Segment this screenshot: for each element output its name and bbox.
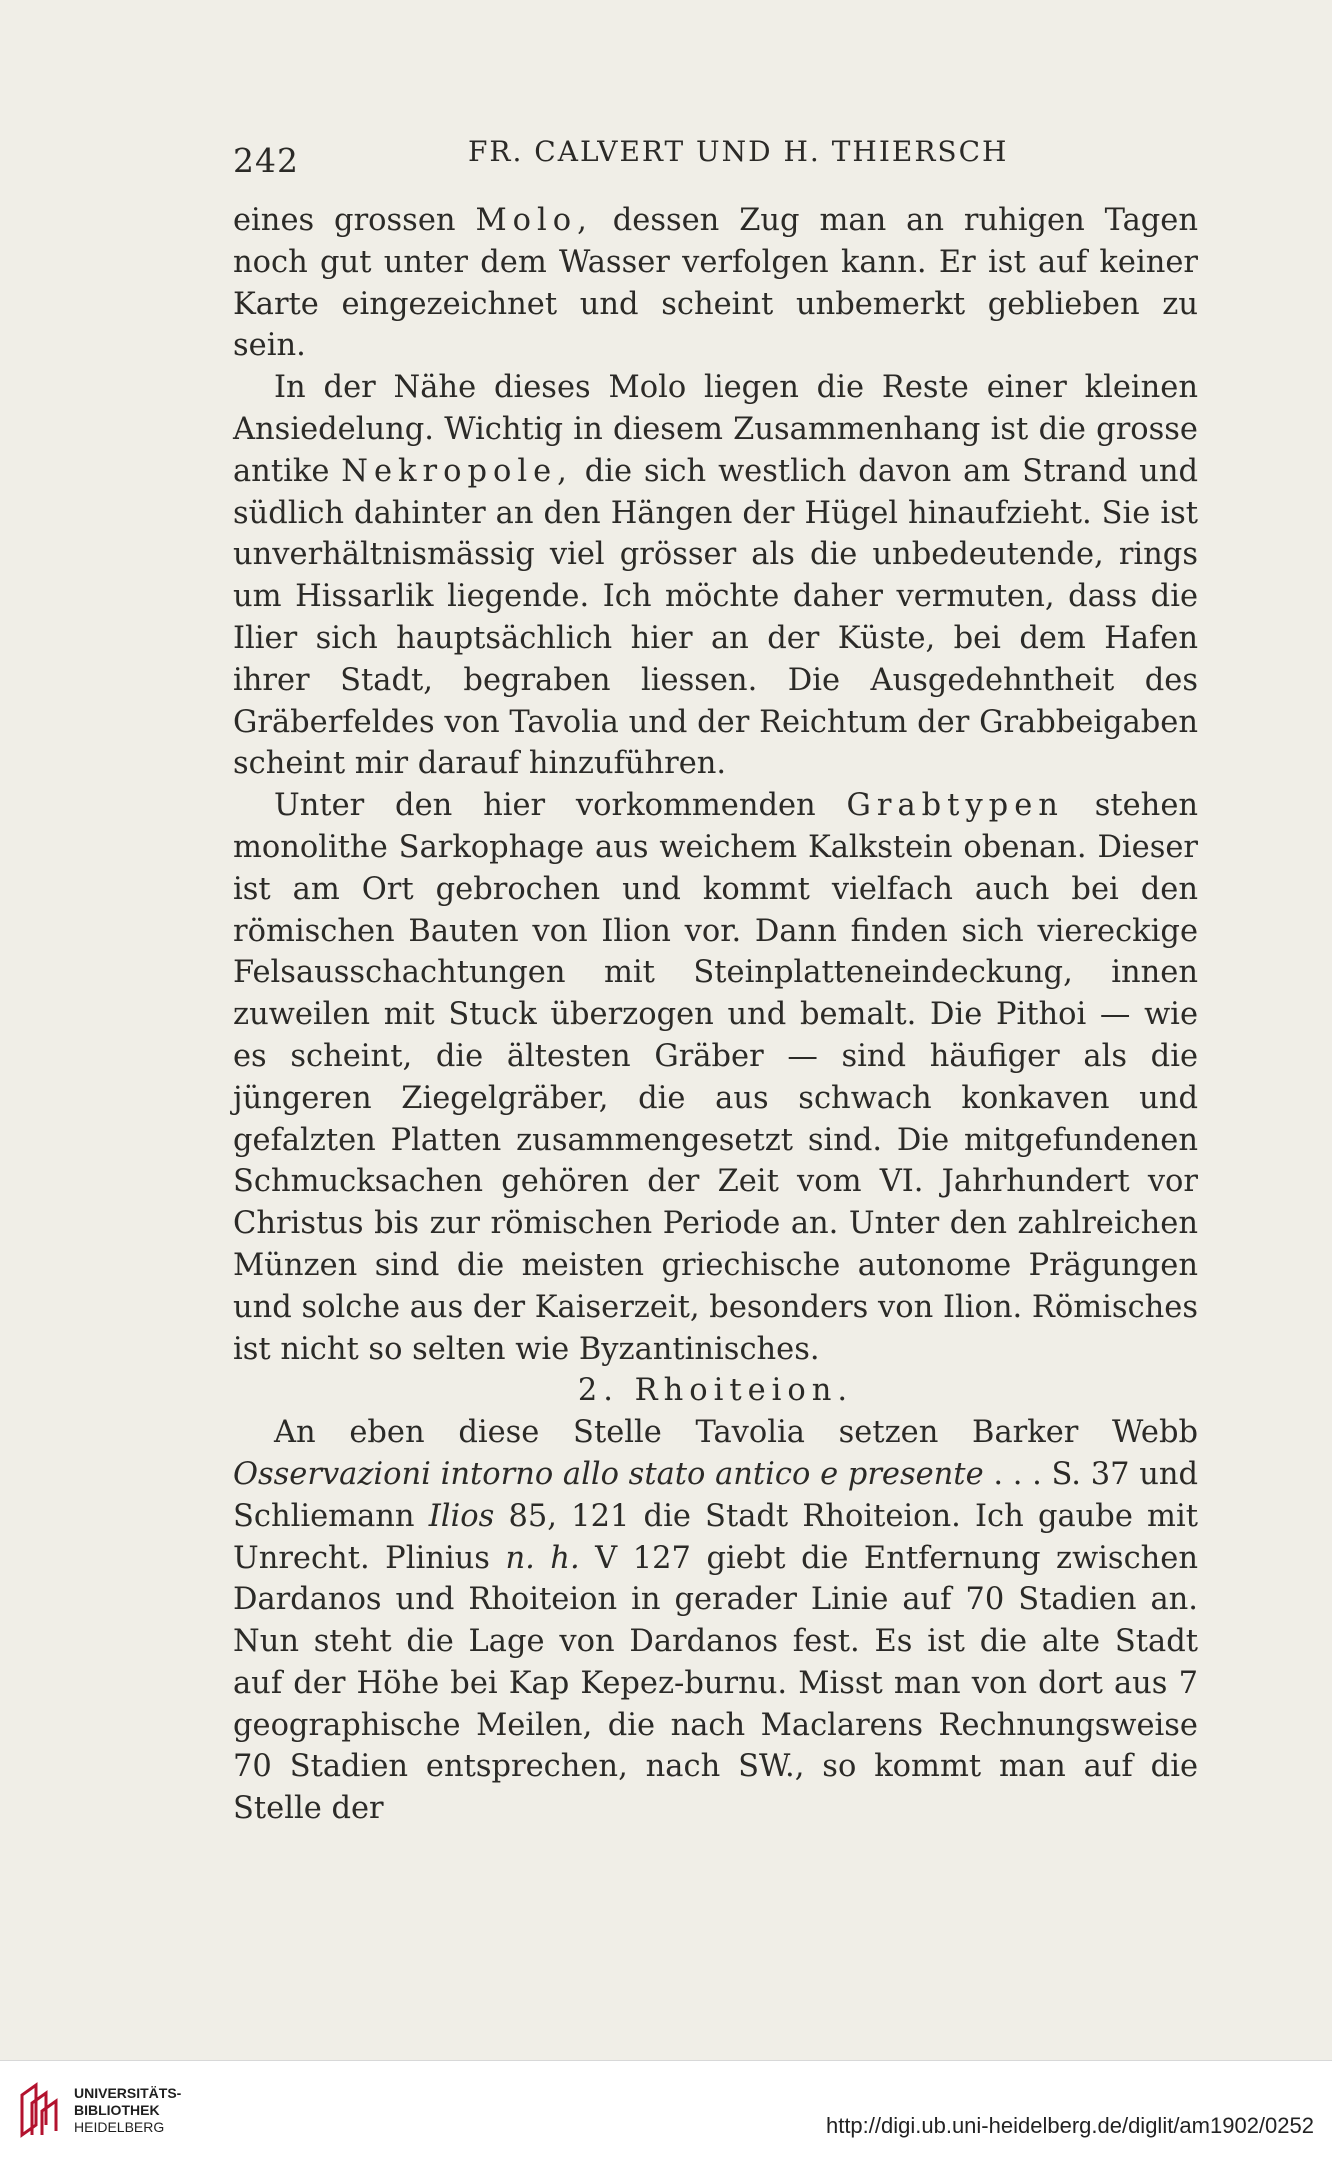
library-logo-text: [74, 2085, 181, 2136]
spaced-word-grabtypen: Grabtypen: [846, 788, 1064, 824]
spaced-word-molo: Molo,: [475, 203, 593, 238]
paragraph-1: [233, 200, 1198, 367]
paragraph-4: [233, 1412, 1198, 1830]
page-number: 242: [233, 141, 299, 180]
logo-line-3: HEIDELBERG: [74, 2119, 165, 2135]
paragraph-3-start: Unter den hier vorkommenden: [274, 788, 816, 824]
paragraph-2-start: In der Nähe dieses Molo liegen die Reste einer kleinen Ansiedelung. Wichtig in diesem Zusammenhang ist die grosse antike: [233, 370, 1198, 489]
logo-line-1: UNIVERSITÄTS-: [74, 2085, 182, 2101]
logo-line-2: BIBLIOTHEK: [74, 2102, 160, 2118]
library-logo-icon: [16, 2081, 62, 2139]
paragraph-4-part-b: . . . S. 37 und Schliemann: [233, 1456, 1199, 1534]
paragraph-4-part-d: V 127 giebt die Entfernung zwischen Dardanos und Rhoiteion in gerader Linie auf 70 Stadien an. Nun steht die Lage von Dardanos fest. Es ist die alte Stadt auf der Höhe bei Kap Kepez-burnu. Misst man von dort aus 7 geographische Meilen, die nach Maclarens Rechnungsweise 70 Stadien entsprechen, nach SW., so kommt man auf die Stelle der: [233, 1540, 1198, 1827]
italic-title-ilios: Ilios: [428, 1498, 495, 1534]
paragraph-2: [233, 367, 1198, 785]
italic-abbrev-nh: n. h.: [505, 1540, 580, 1576]
page-header: [233, 135, 1193, 185]
paragraph-2-rest: die sich westlich davon am Strand und südlich dahinter an den Hängen der Hügel hinaufzieht. Sie ist unverhältnismässig viel grösser als die unbedeutende, rings um Hissarlik liegende. Ich möchte daher vermuten, dass die Ilier sich hauptsächlich hier an der Küste, bei dem Hafen ihrer Stadt, begraben liessen. Die Ausgedehntheit des Gräberfeldes von Tavolia und der Reichtum der Grabbeigaben scheint mir darauf hinzuführen.: [233, 453, 1198, 782]
viewer-footer: [0, 2060, 1332, 2160]
section-heading: 2. Rhoiteion.: [577, 1373, 854, 1409]
paragraph-1-start: eines grossen: [233, 203, 456, 238]
italic-title-osservazioni: Osservazioni intorno allo stato antico e presente: [233, 1456, 984, 1492]
paragraph-3: [233, 785, 1198, 1370]
paragraph-3-rest: stehen monolithe Sarkophage aus weichem Kalkstein obenan. Dieser ist am Ort gebrochen und kommt vielfach auch bei den römischen Bauten von Ilion vor. Dann finden sich viereckige Felsausschachtungen mit Steinplatteneindeckung, innen zuweilen mit Stuck überzogen und bemalt. Die Pithoi — wie es scheint, die ältesten Gräber — sind häufiger als die jüngeren Ziegelgräber, die aus schwach konkaven und gefalzten Platten zusammengesetzt sind. Die mitgefundenen Schmucksachen gehören der Zeit vom VI. Jahrhundert vor Christus bis zur römischen Periode an. Unter den zahlreichen Münzen sind die meisten griechische autonome Prägungen und solche aus der Kaiserzeit, besonders von Ilion. Römisches ist nicht so selten wie Byzantinisches.: [233, 788, 1199, 1367]
spaced-word-nekropole: Nekropole,: [341, 453, 573, 489]
permalink-url[interactable]: http://digi.ub.uni-heidelberg.de/diglit/am1902/0252: [825, 2113, 1314, 2138]
body-text: [233, 200, 1198, 1830]
paragraph-4-start: An eben diese Stelle Tavolia setzen Barker Webb: [274, 1415, 1198, 1451]
paragraph-4-part-c: 85, 121 die Stadt Rhoiteion. Ich gaube mit Unrecht. Plinius: [233, 1498, 1198, 1576]
running-head: FR. CALVERT UND H. THIERSCH: [468, 135, 1009, 168]
paragraph-1-rest: dessen Zug man an ruhigen Tagen noch gut unter dem Wasser verfolgen kann. Er ist auf keiner Karte eingezeichnet und scheint unbemerkt geblieben zu sein.: [233, 203, 1198, 364]
